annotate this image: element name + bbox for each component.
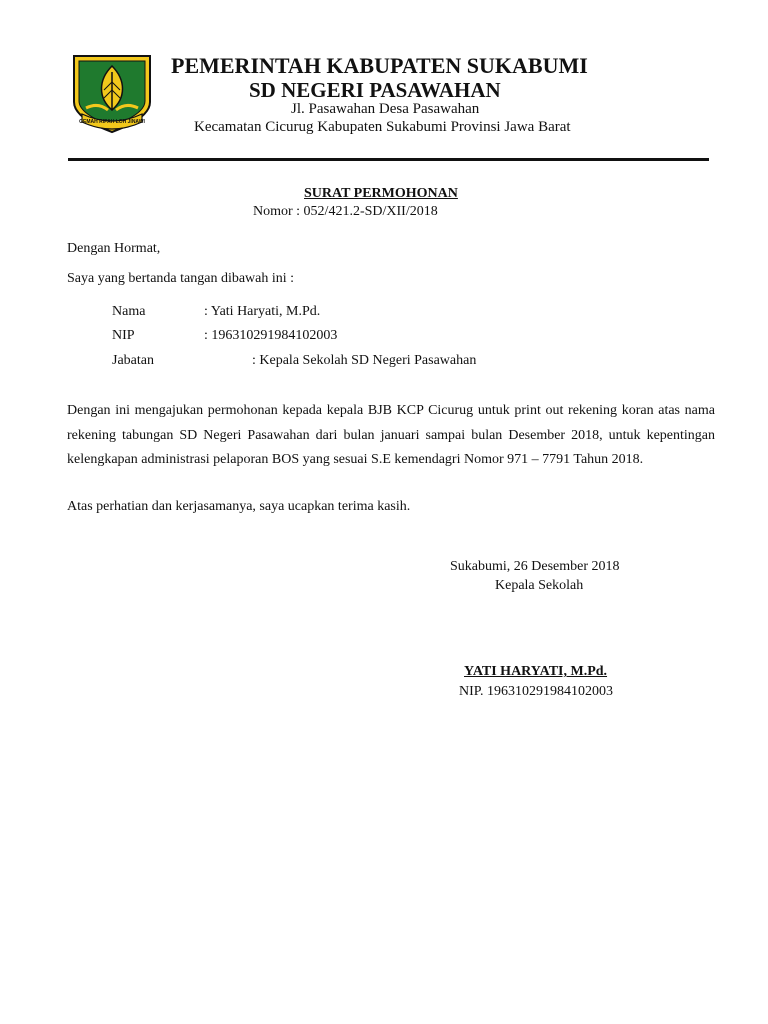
letter-number: Nomor : 052/421.2-SD/XII/2018 [253,204,438,219]
address-line-2: Kecamatan Cicurug Kabupaten Sukabumi Provinsi Jawa Barat [194,119,571,135]
field-value-nip: : 196310291984102003 [204,328,338,343]
government-title: PEMERINTAH KABUPATEN SUKABUMI [171,53,588,78]
logo-motto: GEMAH RIPAH LOH JINAWI [79,119,145,125]
signatory-position: Kepala Sekolah [495,578,584,593]
letter-body-paragraph: Dengan ini mengajukan permohonan kepada kepala BJB KCP Cicurug untuk print out rekening koran atas nama rekening tabungan SD Negeri Pasawahan dari bulan januari sampai bulan Desember 2018, untuk kepentingan kelengkapan administrasi pelaporan BOS yang sesuai S.E kemendagri Nomor 971 – 7791 Tahun 2018. [67,403,715,467]
place-and-date: Sukabumi, 26 Desember 2018 [450,559,620,574]
field-value-jabatan: : Kepala Sekolah SD Negeri Pasawahan [252,353,477,368]
intro-sentence: Saya yang bertanda tangan dibawah ini : [67,271,295,286]
school-name: SD NEGERI PASAWAHAN [249,78,501,102]
address-line-1: Jl. Pasawahan Desa Pasawahan [291,101,480,117]
letter-title: SURAT PERMOHONAN [304,186,458,201]
letterhead-divider [68,158,709,161]
salutation: Dengan Hormat, [67,241,161,256]
kabupaten-sukabumi-crest-logo [68,52,156,138]
field-label-nama: Nama [112,304,146,319]
closing-sentence: Atas perhatian dan kerjasamanya, saya ucapkan terima kasih. [67,499,411,514]
field-label-nip: NIP [112,328,135,343]
field-label-jabatan: Jabatan [112,353,154,368]
signatory-name: YATI HARYATI, M.Pd. [464,664,608,679]
field-value-nama: : Yati Haryati, M.Pd. [204,304,321,319]
signatory-nip: NIP. 196310291984102003 [459,684,614,699]
